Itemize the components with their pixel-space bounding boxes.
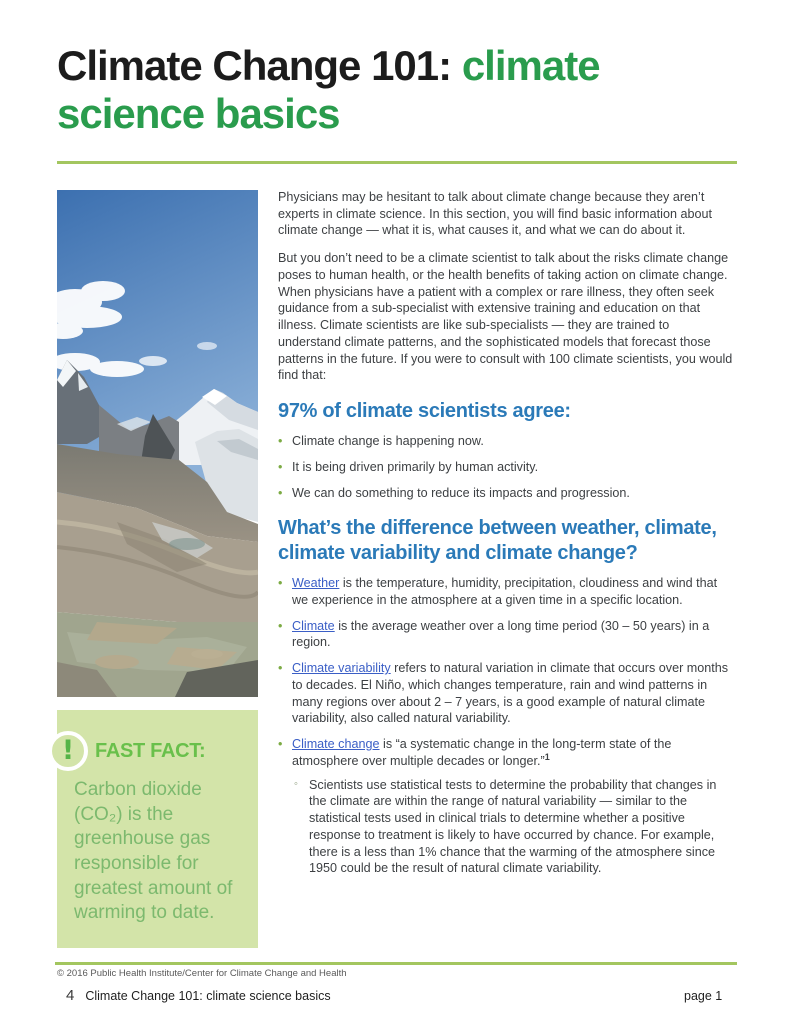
definition-item-climate-change: • Climate change is “a systematic change in the long-term state of the atmosphere over multiple decades or longer.”$^1$ ◦ Scientists use statistical tests to determine the probability that changes in the climate are within the range of natural variability — similar to the statistical tests used in clinical trials to determine whether a positive response to treatment is likely to have occurred by chance. For example, there is a less than 1% chance that the warming of the atmosphere since 1950 could be the result of natural climate variability. [278, 736, 734, 877]
page-title-black: Climate Change 101: [57, 42, 462, 89]
agree-item: • Climate change is happening now. [278, 433, 734, 450]
chapter-number: 4 [66, 987, 75, 1004]
copyright-text: © 2016 Public Health Institute/Center for Climate Change and Health [57, 968, 347, 979]
intro-paragraph-2: But you don’t need to be a climate scientist to talk about the risks climate change poses to human health, or the health benefits of taking action on climate change. When physicians have a patient with a complex or rare illness, they often seek guidance from a sub-specialist with extensive training and education on that illness. Climate scientists are like sub-specialists — they are trained to understand climate patterns, and the sophisticated models that forecast those patterns in the future. If you were to consult with 100 climate scientists, you would find that: [278, 251, 733, 383]
climate-variability-link[interactable]: Climate variability [292, 661, 391, 676]
footer-chapter [66, 987, 331, 1004]
agree-list [278, 433, 734, 501]
agree-item: • We can do something to reduce its impacts and progression. [278, 485, 734, 502]
page-title-green: climate science basics [57, 42, 600, 138]
footnote-marker: 1 [544, 751, 550, 762]
chapter-title: Climate Change 101: climate science basics [85, 989, 331, 1003]
page-number: page 1 [684, 989, 723, 1003]
sub-bullet-list [292, 777, 734, 877]
agree-heading: 97% of climate scientists agree: [278, 400, 571, 423]
climate-change-link[interactable]: Climate change [292, 737, 380, 752]
fast-fact-text: Carbon dioxide (CO₂) is the greenhouse gas responsible for greatest amount of warming to date. [74, 779, 233, 924]
difference-heading: What’s the difference between weather, climate, climate variability and climate change? [278, 517, 717, 565]
footer-divider [55, 962, 737, 965]
exclamation-glyph: ! [61, 734, 75, 766]
intro-paragraph-1: Physicians may be hesitant to talk about climate change because they aren’t experts in climate science. In this section, you will find basic information about climate change — what it is, what causes it, and what we can do about it. [278, 190, 712, 238]
definition-item-climate: • Climate is the average weather over a long time period (30 – 50 years) in a region. [278, 618, 734, 651]
body-content [278, 189, 734, 886]
title-divider [57, 161, 737, 164]
exclamation-icon [48, 731, 88, 771]
fast-fact-box [57, 710, 258, 948]
page-title [57, 42, 702, 139]
climate-link[interactable]: Climate [292, 618, 335, 633]
weather-link[interactable]: Weather [292, 576, 340, 591]
definition-list [278, 575, 734, 877]
definition-item-climate-variability: • Climate variability refers to natural variation in climate that occurs over months to decades. El Niño, which changes temperature, rain and wind patterns in many regions over about 2 – 7 years, is a good example of natural climate variability, also called natural variability. [278, 660, 734, 727]
agree-item: • It is being driven primarily by human activity. [278, 459, 734, 476]
fast-fact-title: FAST FACT: [95, 740, 206, 762]
definition-item-weather: • Weather is the temperature, humidity, precipitation, cloudiness and wind that we experience in the atmosphere at a given time in a specific location. [278, 575, 734, 608]
glacier-photo [57, 190, 258, 697]
sub-bullet-item: ◦ Scientists use statistical tests to determine the probability that changes in the climate are within the range of natural variability — similar to the statistical tests used in clinical trials to determine whether a positive response to treatment is likely to have occurred by chance. For example, there is a less than 1% chance that the warming of the atmosphere since 1950 could be the result of natural climate variability. [292, 777, 734, 877]
